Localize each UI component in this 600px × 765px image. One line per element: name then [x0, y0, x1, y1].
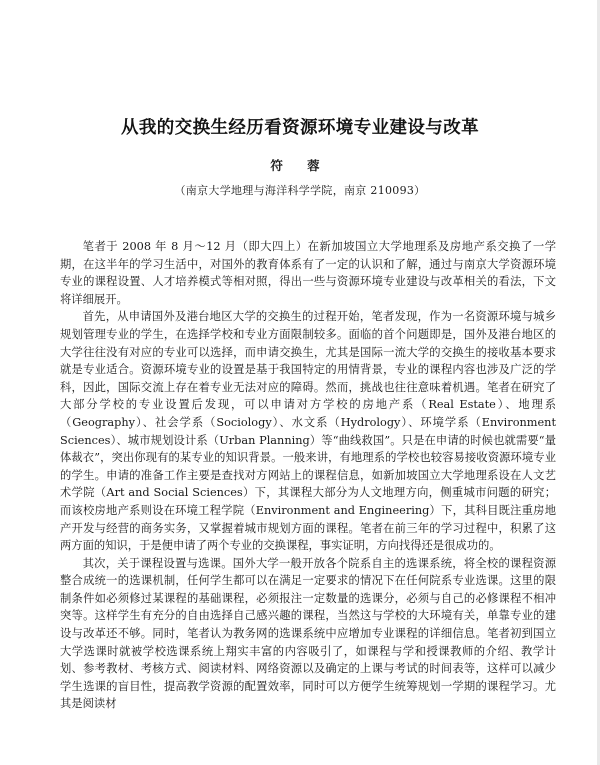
body-paragraph: 笔者于 2008 年 8 月～12 月（即大四上）在新加坡国立大学地理系及房地产系交换了一学期，在这半年的学习生活中，对国外的教育体系有了一定的认识和了解，通过与南京大学资源环境专业的课程设置、人才培养模式等相对照，得出一些与资源环境专业建设与改革相关的看法，下文将详细展开。 [60, 240, 556, 306]
body-paragraph: 首先，从申请国外及港台地区大学的交换生的过程开始，笔者发现，作为一名资源环境与城乡规划管理专业的学生，在选择学校和专业方面限制较多。面临的首个问题即是，国外及港台地区的大学往往没有对应的专业可以选择，而申请交换生，尤其是国际一流大学的交换生的接收基本要求就是专业适合。资源环境专业的设置是基于我国特定的用情背景，专业的课程内容也涉及广泛的学科，因此，国际交流上存在着专业无法对应的障碍。然而，挑战也往往意味着机遇。笔者在研究了大部分学校的专业设置后发现，可以申请对方学校的房地产系（Real Estate）、地理系（Geography）、社会学系（Sociology）、水文系（Hydrology）、环境学系（Environment Sciences）、城市规划设计系（Urban Planning）等“曲线救国”。只是在申请的时候也就需要“量体裁衣”，突出你现有的某专业的知识背景。一般来讲，有地理系的学校也较容易接收资源环境专业的学生。申请的准备工作主要是查找对方网站上的课程信息，如新加坡国立大学地理系设在人文艺术学院（Art and Social Sciences）下，其课程大部分为人文地理方向，侧重城市问题的研究；而该校房地产系则设在环境工程学院（Environment and Engineering）下，其科目既注重房地产开发与经营的商务实务，又掌握着城市规划方面的课程。笔者在前三年的学习过程中，积累了这两方面的知识，于是便申请了两个专业的交换课程，事实证明，方向找得还是很成功的。 [60, 310, 556, 553]
article-body [60, 238, 556, 713]
author-affiliation: （南京大学地理与海洋科学学院，南京 210093） [174, 184, 426, 197]
author-name: 符 蓉 [270, 158, 330, 173]
article-title: 从我的交换生经历看资源环境专业建设与改革 [121, 118, 479, 138]
body-paragraph: 其次，关于课程设置与选课。国外大学一般开放各个院系自主的选课系统，将全校的课程资源整合成统一的选课机制，任何学生都可以在满足一定要求的情况下在任何院系专业选课。这里的限制条件如必须修过某课程的基础课程，必须报注一定数量的选课分，必须与自己的必修课程不相冲突等。这样学生有充分的自由选择自己感兴趣的课程，当然这与学校的大环境有关，单靠专业的建设与改革还不够。同时，笔者认为教务网的选课系统中应增加专业课程的详细信息。笔者初到国立大学选课时就被学校选课系统上翔实丰富的内容吸引了，如课程与学和授课教师的介绍、教学计划、参考教材、考核方式、阅读材料、网络资源以及确定的上课与考试的时间表等，这样可以减少学生选课的盲目性，提高教学资源的配置效率，同时可以方便学生统筹规划一学期的课程学习。尤其是阅读材 [60, 556, 556, 711]
